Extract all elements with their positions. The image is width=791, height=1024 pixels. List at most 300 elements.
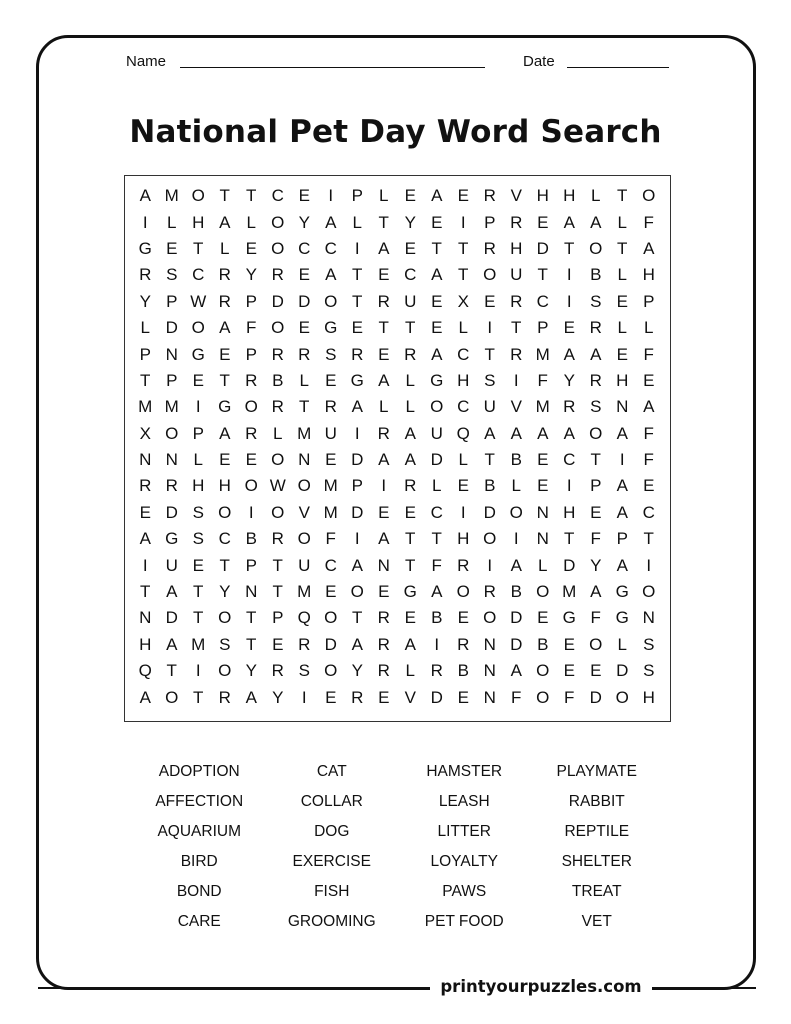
grid-letter[interactable]: R [271,529,284,549]
grid-letter[interactable]: B [537,634,549,654]
grid-letter[interactable]: N [483,634,496,654]
grid-letter[interactable]: G [324,318,338,338]
grid-letter[interactable]: R [271,344,284,364]
grid-letter[interactable]: D [563,555,576,575]
grid-letter[interactable]: G [430,370,444,390]
grid-letter[interactable]: L [617,212,627,232]
grid-letter[interactable]: A [537,423,549,443]
grid-letter[interactable]: M [138,397,153,417]
grid-letter[interactable]: E [245,450,257,470]
grid-letter[interactable]: T [193,238,204,258]
grid-letter[interactable]: I [566,265,572,285]
grid-letter[interactable]: O [297,476,311,496]
grid-letter[interactable]: S [643,661,655,681]
grid-letter[interactable]: I [513,529,519,549]
grid-letter[interactable]: R [218,687,231,707]
grid-letter[interactable]: A [590,582,602,602]
grid-letter[interactable]: L [617,318,627,338]
grid-letter[interactable]: R [483,582,496,602]
grid-letter[interactable]: A [139,529,151,549]
grid-letter[interactable]: R [245,370,258,390]
grid-letter[interactable]: N [139,450,152,470]
grid-letter[interactable]: A [431,265,443,285]
grid-letter[interactable]: A [378,370,390,390]
grid-letter[interactable]: B [510,450,522,470]
grid-letter[interactable]: E [457,186,469,206]
grid-letter[interactable]: I [195,661,201,681]
grid-letter[interactable]: F [643,344,654,364]
grid-letter[interactable]: N [377,555,390,575]
grid-letter[interactable]: N [483,661,496,681]
grid-letter[interactable]: P [272,608,284,628]
date-line[interactable] [567,67,669,68]
grid-letter[interactable]: S [590,291,602,311]
grid-letter[interactable]: M [562,582,577,602]
grid-letter[interactable]: L [458,450,468,470]
grid-letter[interactable]: R [510,291,523,311]
grid-letter[interactable]: H [642,265,655,285]
grid-letter[interactable]: F [643,450,654,470]
grid-letter[interactable]: I [195,397,201,417]
grid-letter[interactable]: A [616,476,628,496]
grid-letter[interactable]: E [404,608,416,628]
grid-letter[interactable]: R [165,476,178,496]
grid-letter[interactable]: A [616,423,628,443]
grid-letter[interactable]: I [381,476,387,496]
grid-letter[interactable]: T [246,186,257,206]
grid-letter[interactable]: G [615,582,629,602]
grid-letter[interactable]: T [431,238,442,258]
grid-letter[interactable]: F [590,529,601,549]
grid-letter[interactable]: A [404,423,416,443]
grid-letter[interactable]: A [510,423,522,443]
grid-letter[interactable]: O [324,291,338,311]
grid-letter[interactable]: Q [138,661,152,681]
grid-letter[interactable]: V [510,186,522,206]
grid-letter[interactable]: R [298,344,311,364]
grid-letter[interactable]: A [219,212,231,232]
grid-letter[interactable]: R [218,291,231,311]
grid-letter[interactable]: R [377,661,390,681]
grid-letter[interactable]: Y [590,555,602,575]
grid-letter[interactable]: B [272,370,284,390]
grid-letter[interactable]: A [510,555,522,575]
grid-letter[interactable]: T [193,687,204,707]
grid-letter[interactable]: O [297,529,311,549]
grid-letter[interactable]: N [642,608,655,628]
grid-letter[interactable]: I [142,555,148,575]
grid-letter[interactable]: A [510,661,522,681]
grid-letter[interactable]: L [167,212,177,232]
grid-letter[interactable]: E [484,291,496,311]
grid-letter[interactable]: E [378,344,390,364]
grid-letter[interactable]: T [140,582,151,602]
grid-letter[interactable]: S [325,344,337,364]
grid-letter[interactable]: T [405,529,416,549]
grid-letter[interactable]: D [616,661,629,681]
grid-letter[interactable]: E [563,661,575,681]
grid-letter[interactable]: A [166,582,178,602]
grid-letter[interactable]: O [218,502,232,522]
grid-letter[interactable]: U [510,265,523,285]
grid-letter[interactable]: E [325,370,337,390]
grid-letter[interactable]: R [218,265,231,285]
grid-letter[interactable]: L [405,661,415,681]
grid-letter[interactable]: H [139,634,152,654]
grid-letter[interactable]: F [537,370,548,390]
grid-letter[interactable]: B [590,265,602,285]
grid-letter[interactable]: G [191,344,205,364]
grid-letter[interactable]: O [536,687,550,707]
grid-letter[interactable]: D [430,687,443,707]
grid-letter[interactable]: E [616,344,628,364]
grid-letter[interactable]: E [325,450,337,470]
grid-letter[interactable]: E [378,265,390,285]
grid-letter[interactable]: T [272,582,283,602]
grid-letter[interactable]: E [351,318,363,338]
grid-letter[interactable]: I [487,318,493,338]
grid-letter[interactable]: C [457,344,470,364]
grid-letter[interactable]: G [218,397,232,417]
grid-letter[interactable]: A [139,186,151,206]
grid-letter[interactable]: E [192,370,204,390]
grid-letter[interactable]: L [352,212,362,232]
grid-letter[interactable]: A [351,555,363,575]
grid-letter[interactable]: A [325,265,337,285]
grid-letter[interactable]: B [431,608,443,628]
grid-letter[interactable]: E [378,582,390,602]
grid-letter[interactable]: E [431,212,443,232]
grid-letter[interactable]: E [431,291,443,311]
grid-letter[interactable]: T [537,265,548,285]
grid-letter[interactable]: A [325,212,337,232]
grid-letter[interactable]: U [324,423,337,443]
grid-letter[interactable]: A [404,450,416,470]
grid-letter[interactable]: N [245,582,258,602]
grid-letter[interactable]: C [457,397,470,417]
grid-letter[interactable]: T [405,318,416,338]
grid-letter[interactable]: Y [245,661,257,681]
grid-letter[interactable]: T [246,608,257,628]
grid-letter[interactable]: O [589,423,603,443]
grid-letter[interactable]: H [642,687,655,707]
grid-letter[interactable]: L [379,186,389,206]
grid-letter[interactable]: A [563,423,575,443]
grid-letter[interactable]: R [483,238,496,258]
grid-letter[interactable]: T [617,186,628,206]
grid-letter[interactable]: I [354,238,360,258]
grid-letter[interactable]: T [617,238,628,258]
grid-letter[interactable]: C [324,238,337,258]
grid-letter[interactable]: L [538,555,548,575]
grid-letter[interactable]: I [354,529,360,549]
grid-letter[interactable]: D [271,291,284,311]
grid-letter[interactable]: V [510,397,522,417]
grid-letter[interactable]: E [245,238,257,258]
grid-letter[interactable]: D [510,634,523,654]
grid-letter[interactable]: W [269,476,286,496]
grid-letter[interactable]: E [563,634,575,654]
grid-letter[interactable]: C [642,502,655,522]
grid-letter[interactable]: I [301,687,307,707]
grid-letter[interactable]: R [271,661,284,681]
grid-letter[interactable]: X [457,291,469,311]
grid-letter[interactable]: O [244,397,258,417]
grid-letter[interactable]: O [271,318,285,338]
grid-letter[interactable]: W [190,291,207,311]
grid-letter[interactable]: O [615,687,629,707]
grid-letter[interactable]: O [509,502,523,522]
grid-letter[interactable]: D [165,318,178,338]
grid-letter[interactable]: E [219,450,231,470]
grid-letter[interactable]: I [328,186,334,206]
grid-letter[interactable]: F [325,529,336,549]
grid-letter[interactable]: N [483,687,496,707]
grid-letter[interactable]: L [140,318,150,338]
grid-letter[interactable]: F [643,423,654,443]
grid-letter[interactable]: H [563,186,576,206]
grid-letter[interactable]: D [298,291,311,311]
grid-letter[interactable]: E [298,186,310,206]
grid-letter[interactable]: A [219,318,231,338]
grid-letter[interactable]: H [563,502,576,522]
grid-letter[interactable]: E [590,502,602,522]
grid-letter[interactable]: E [378,687,390,707]
grid-letter[interactable]: A [616,502,628,522]
grid-letter[interactable]: I [646,555,652,575]
grid-letter[interactable]: D [165,502,178,522]
grid-letter[interactable]: P [537,318,549,338]
grid-letter[interactable]: E [404,238,416,258]
grid-letter[interactable]: O [324,608,338,628]
grid-letter[interactable]: O [165,687,179,707]
grid-letter[interactable]: S [643,634,655,654]
grid-letter[interactable]: E [537,608,549,628]
grid-letter[interactable]: R [324,397,337,417]
grid-letter[interactable]: M [297,582,312,602]
grid-letter[interactable]: M [323,476,338,496]
grid-letter[interactable]: C [404,265,417,285]
grid-letter[interactable]: F [431,555,442,575]
grid-letter[interactable]: A [484,423,496,443]
grid-letter[interactable]: O [324,661,338,681]
grid-letter[interactable]: E [272,634,284,654]
grid-letter[interactable]: A [378,529,390,549]
grid-letter[interactable]: Y [563,370,575,390]
grid-letter[interactable]: H [457,370,470,390]
grid-letter[interactable]: P [616,529,628,549]
grid-letter[interactable]: Y [404,212,416,232]
grid-letter[interactable]: T [484,344,495,364]
grid-letter[interactable]: M [164,397,179,417]
grid-letter[interactable]: Y [298,212,310,232]
grid-letter[interactable]: P [166,370,178,390]
grid-letter[interactable]: E [457,608,469,628]
grid-letter[interactable]: D [165,608,178,628]
grid-letter[interactable]: M [297,423,312,443]
grid-letter[interactable]: O [589,634,603,654]
grid-letter[interactable]: L [458,318,468,338]
grid-letter[interactable]: S [298,661,310,681]
grid-letter[interactable]: L [511,476,521,496]
grid-letter[interactable]: E [325,582,337,602]
grid-letter[interactable]: T [272,555,283,575]
grid-letter[interactable]: Q [456,423,470,443]
name-line[interactable] [180,67,485,68]
grid-letter[interactable]: T [166,661,177,681]
grid-letter[interactable]: I [619,450,625,470]
grid-letter[interactable]: E [404,502,416,522]
grid-letter[interactable]: E [431,318,443,338]
grid-letter[interactable]: L [405,370,415,390]
grid-letter[interactable]: T [378,212,389,232]
grid-letter[interactable]: I [460,212,466,232]
grid-letter[interactable]: C [192,265,205,285]
grid-letter[interactable]: R [139,265,152,285]
grid-letter[interactable]: I [487,555,493,575]
grid-letter[interactable]: R [589,318,602,338]
grid-letter[interactable]: D [351,502,364,522]
grid-letter[interactable]: O [218,661,232,681]
grid-letter[interactable]: A [431,186,443,206]
grid-letter[interactable]: M [535,397,550,417]
grid-letter[interactable]: L [617,634,627,654]
grid-letter[interactable]: A [219,423,231,443]
grid-letter[interactable]: C [271,186,284,206]
grid-letter[interactable]: U [430,423,443,443]
grid-letter[interactable]: P [351,476,363,496]
grid-letter[interactable]: B [245,529,257,549]
grid-letter[interactable]: T [458,265,469,285]
grid-letter[interactable]: R [139,476,152,496]
grid-letter[interactable]: L [273,423,283,443]
grid-letter[interactable]: T [246,634,257,654]
grid-letter[interactable]: E [166,238,178,258]
grid-letter[interactable]: G [165,529,179,549]
grid-letter[interactable]: L [617,265,627,285]
grid-letter[interactable]: P [166,291,178,311]
grid-letter[interactable]: N [536,502,549,522]
grid-letter[interactable]: T [140,370,151,390]
grid-letter[interactable]: I [142,212,148,232]
grid-letter[interactable]: C [218,529,231,549]
grid-letter[interactable]: H [192,476,205,496]
grid-letter[interactable]: O [271,502,285,522]
grid-letter[interactable]: E [404,186,416,206]
grid-letter[interactable]: A [563,344,575,364]
grid-letter[interactable]: D [483,502,496,522]
grid-letter[interactable]: T [431,529,442,549]
grid-letter[interactable]: O [536,661,550,681]
grid-letter[interactable]: R [510,212,523,232]
grid-letter[interactable]: F [590,608,601,628]
grid-letter[interactable]: T [484,450,495,470]
grid-letter[interactable]: I [434,634,440,654]
grid-letter[interactable]: O [244,476,258,496]
grid-letter[interactable]: F [246,318,257,338]
grid-letter[interactable]: T [193,608,204,628]
grid-letter[interactable]: P [590,476,602,496]
grid-letter[interactable]: O [483,529,497,549]
grid-letter[interactable]: G [562,608,576,628]
grid-letter[interactable]: T [219,555,230,575]
grid-letter[interactable]: P [245,555,257,575]
grid-letter[interactable]: F [511,687,522,707]
grid-letter[interactable]: L [220,238,230,258]
grid-letter[interactable]: D [536,238,549,258]
grid-letter[interactable]: L [246,212,256,232]
grid-letter[interactable]: R [351,687,364,707]
grid-letter[interactable]: P [139,344,151,364]
grid-letter[interactable]: E [457,687,469,707]
grid-letter[interactable]: A [139,687,151,707]
grid-letter[interactable]: C [298,238,311,258]
grid-letter[interactable]: S [166,265,178,285]
grid-letter[interactable]: R [430,661,443,681]
grid-letter[interactable]: C [536,291,549,311]
grid-letter[interactable]: T [643,529,654,549]
grid-letter[interactable]: P [245,344,257,364]
grid-letter[interactable]: O [271,450,285,470]
grid-letter[interactable]: I [566,291,572,311]
grid-letter[interactable]: R [377,608,390,628]
grid-letter[interactable]: T [352,265,363,285]
grid-letter[interactable]: R [457,555,470,575]
grid-letter[interactable]: R [377,291,390,311]
grid-letter[interactable]: D [430,450,443,470]
grid-letter[interactable]: R [298,634,311,654]
grid-letter[interactable]: E [298,318,310,338]
grid-letter[interactable]: E [643,476,655,496]
grid-letter[interactable]: R [377,634,390,654]
grid-letter[interactable]: E [325,687,337,707]
grid-letter[interactable]: R [271,397,284,417]
grid-letter[interactable]: O [536,582,550,602]
grid-letter[interactable]: P [351,186,363,206]
grid-letter[interactable]: R [404,476,417,496]
grid-letter[interactable]: N [139,608,152,628]
grid-letter[interactable]: T [458,238,469,258]
grid-letter[interactable]: E [537,212,549,232]
grid-letter[interactable]: L [644,318,654,338]
grid-letter[interactable]: N [165,344,178,364]
grid-letter[interactable]: O [350,582,364,602]
grid-letter[interactable]: T [352,291,363,311]
grid-letter[interactable]: F [564,687,575,707]
grid-letter[interactable]: A [351,634,363,654]
grid-letter[interactable]: L [299,370,309,390]
grid-letter[interactable]: A [245,687,257,707]
grid-letter[interactable]: L [379,397,389,417]
grid-letter[interactable]: I [566,476,572,496]
grid-letter[interactable]: T [193,582,204,602]
grid-letter[interactable]: R [589,370,602,390]
grid-letter[interactable]: U [298,555,311,575]
grid-letter[interactable]: R [510,344,523,364]
grid-letter[interactable]: I [460,502,466,522]
grid-letter[interactable]: M [164,186,179,206]
grid-letter[interactable]: E [457,476,469,496]
grid-letter[interactable]: G [403,582,417,602]
grid-letter[interactable]: A [616,555,628,575]
grid-letter[interactable]: E [192,555,204,575]
grid-letter[interactable]: U [404,291,417,311]
grid-letter[interactable]: V [404,687,416,707]
grid-letter[interactable]: Y [351,661,363,681]
grid-letter[interactable]: M [535,344,550,364]
grid-letter[interactable]: S [219,634,231,654]
grid-letter[interactable]: A [563,212,575,232]
